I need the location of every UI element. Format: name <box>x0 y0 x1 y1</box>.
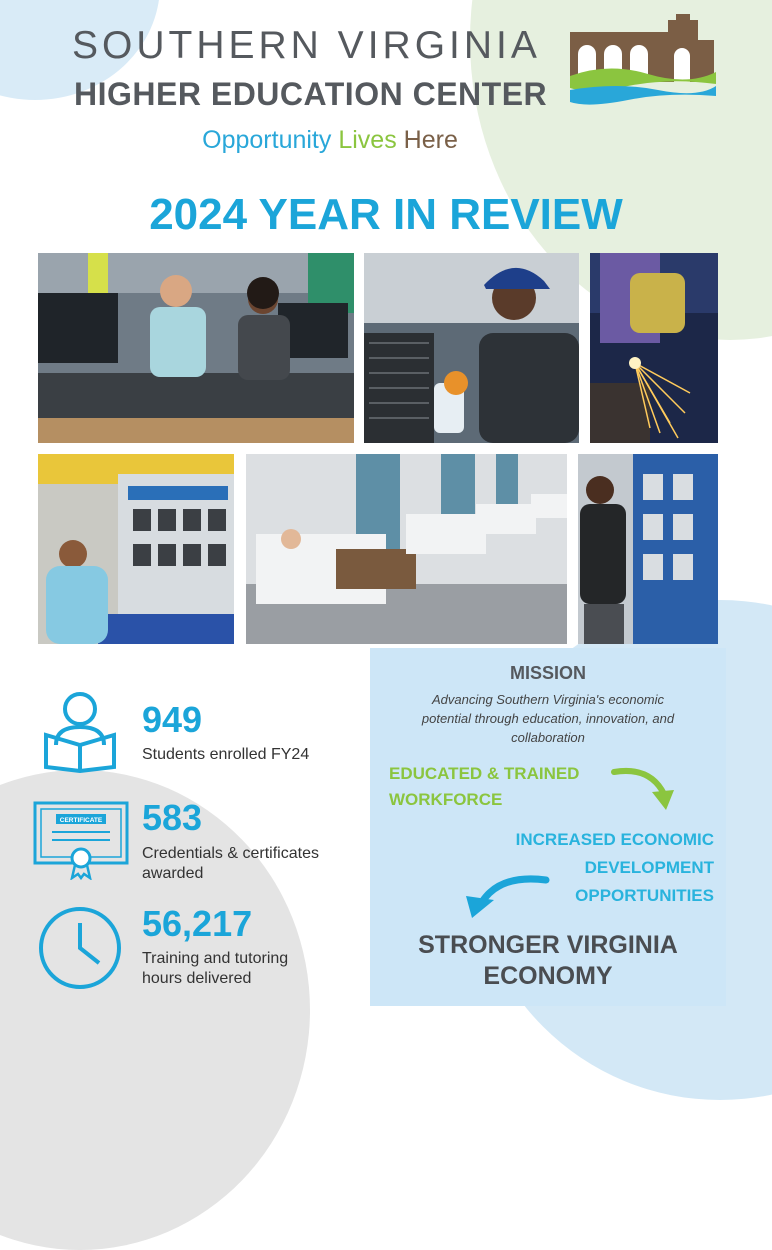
curved-arrow-green-icon <box>610 762 678 812</box>
mission-heading: MISSION <box>509 663 586 683</box>
stat-label-credentials-line2: awarded <box>142 865 204 882</box>
certificate-badge-text: CERTIFICATE <box>59 817 103 824</box>
certificate-icon <box>32 800 130 880</box>
clock-icon <box>37 905 123 991</box>
mission-statement-line3: collaboration <box>511 730 585 745</box>
tagline <box>0 126 660 155</box>
org-name-line2: HIGHER EDUCATION CENTER <box>74 76 548 112</box>
stat-value-credentials: 583 <box>142 797 203 838</box>
step2-line3: OPPORTUNITIES <box>575 886 714 905</box>
step-educated-workforce <box>389 761 579 813</box>
stat-label-students: Students enrolled FY24 <box>142 746 310 763</box>
page-title: 2024 YEAR IN REVIEW <box>149 190 623 239</box>
step1-line1: EDUCATED & TRAINED <box>389 764 580 783</box>
photo-motor-control-panel <box>38 454 234 644</box>
step1-line2: WORKFORCE <box>389 790 503 809</box>
step2-line2: DEVELOPMENT <box>584 858 714 877</box>
mission-statement-line2: potential through education, innovation, and <box>421 711 675 726</box>
tagline-lives: Lives <box>338 126 397 154</box>
student-reading-icon <box>42 689 118 773</box>
stat-label-credentials-line1: Credentials & certificates <box>142 845 319 862</box>
photo-hvac-technician <box>364 253 579 443</box>
tagline-opportunity: Opportunity <box>202 126 332 154</box>
curved-arrow-blue-icon <box>460 870 550 920</box>
stat-label-hours-line2: hours delivered <box>142 970 252 987</box>
step2-line1: INCREASED ECONOMIC <box>515 830 714 849</box>
stat-value-hours: 56,217 <box>142 903 253 944</box>
photo-nursing-simulation-lab <box>246 454 567 644</box>
step-stronger-economy <box>370 930 726 992</box>
photo-electronics-workbench <box>38 253 354 443</box>
photo-mechatronics-trainer <box>578 454 718 644</box>
mission-statement-line1: Advancing Southern Virginia's economic <box>431 692 665 707</box>
step3-line2: ECONOMY <box>483 962 613 990</box>
mission-statement <box>392 690 704 747</box>
stat-label-hours-line1: Training and tutoring <box>142 950 289 967</box>
tagline-here: Here <box>403 126 458 154</box>
step3-line1: STRONGER VIRGINIA <box>418 931 678 959</box>
org-name-line1: SOUTHERN VIRGINIA <box>72 24 541 67</box>
photo-welder-sparks <box>590 253 718 443</box>
logo-building-icon <box>568 12 718 112</box>
stat-value-students: 949 <box>142 699 203 740</box>
